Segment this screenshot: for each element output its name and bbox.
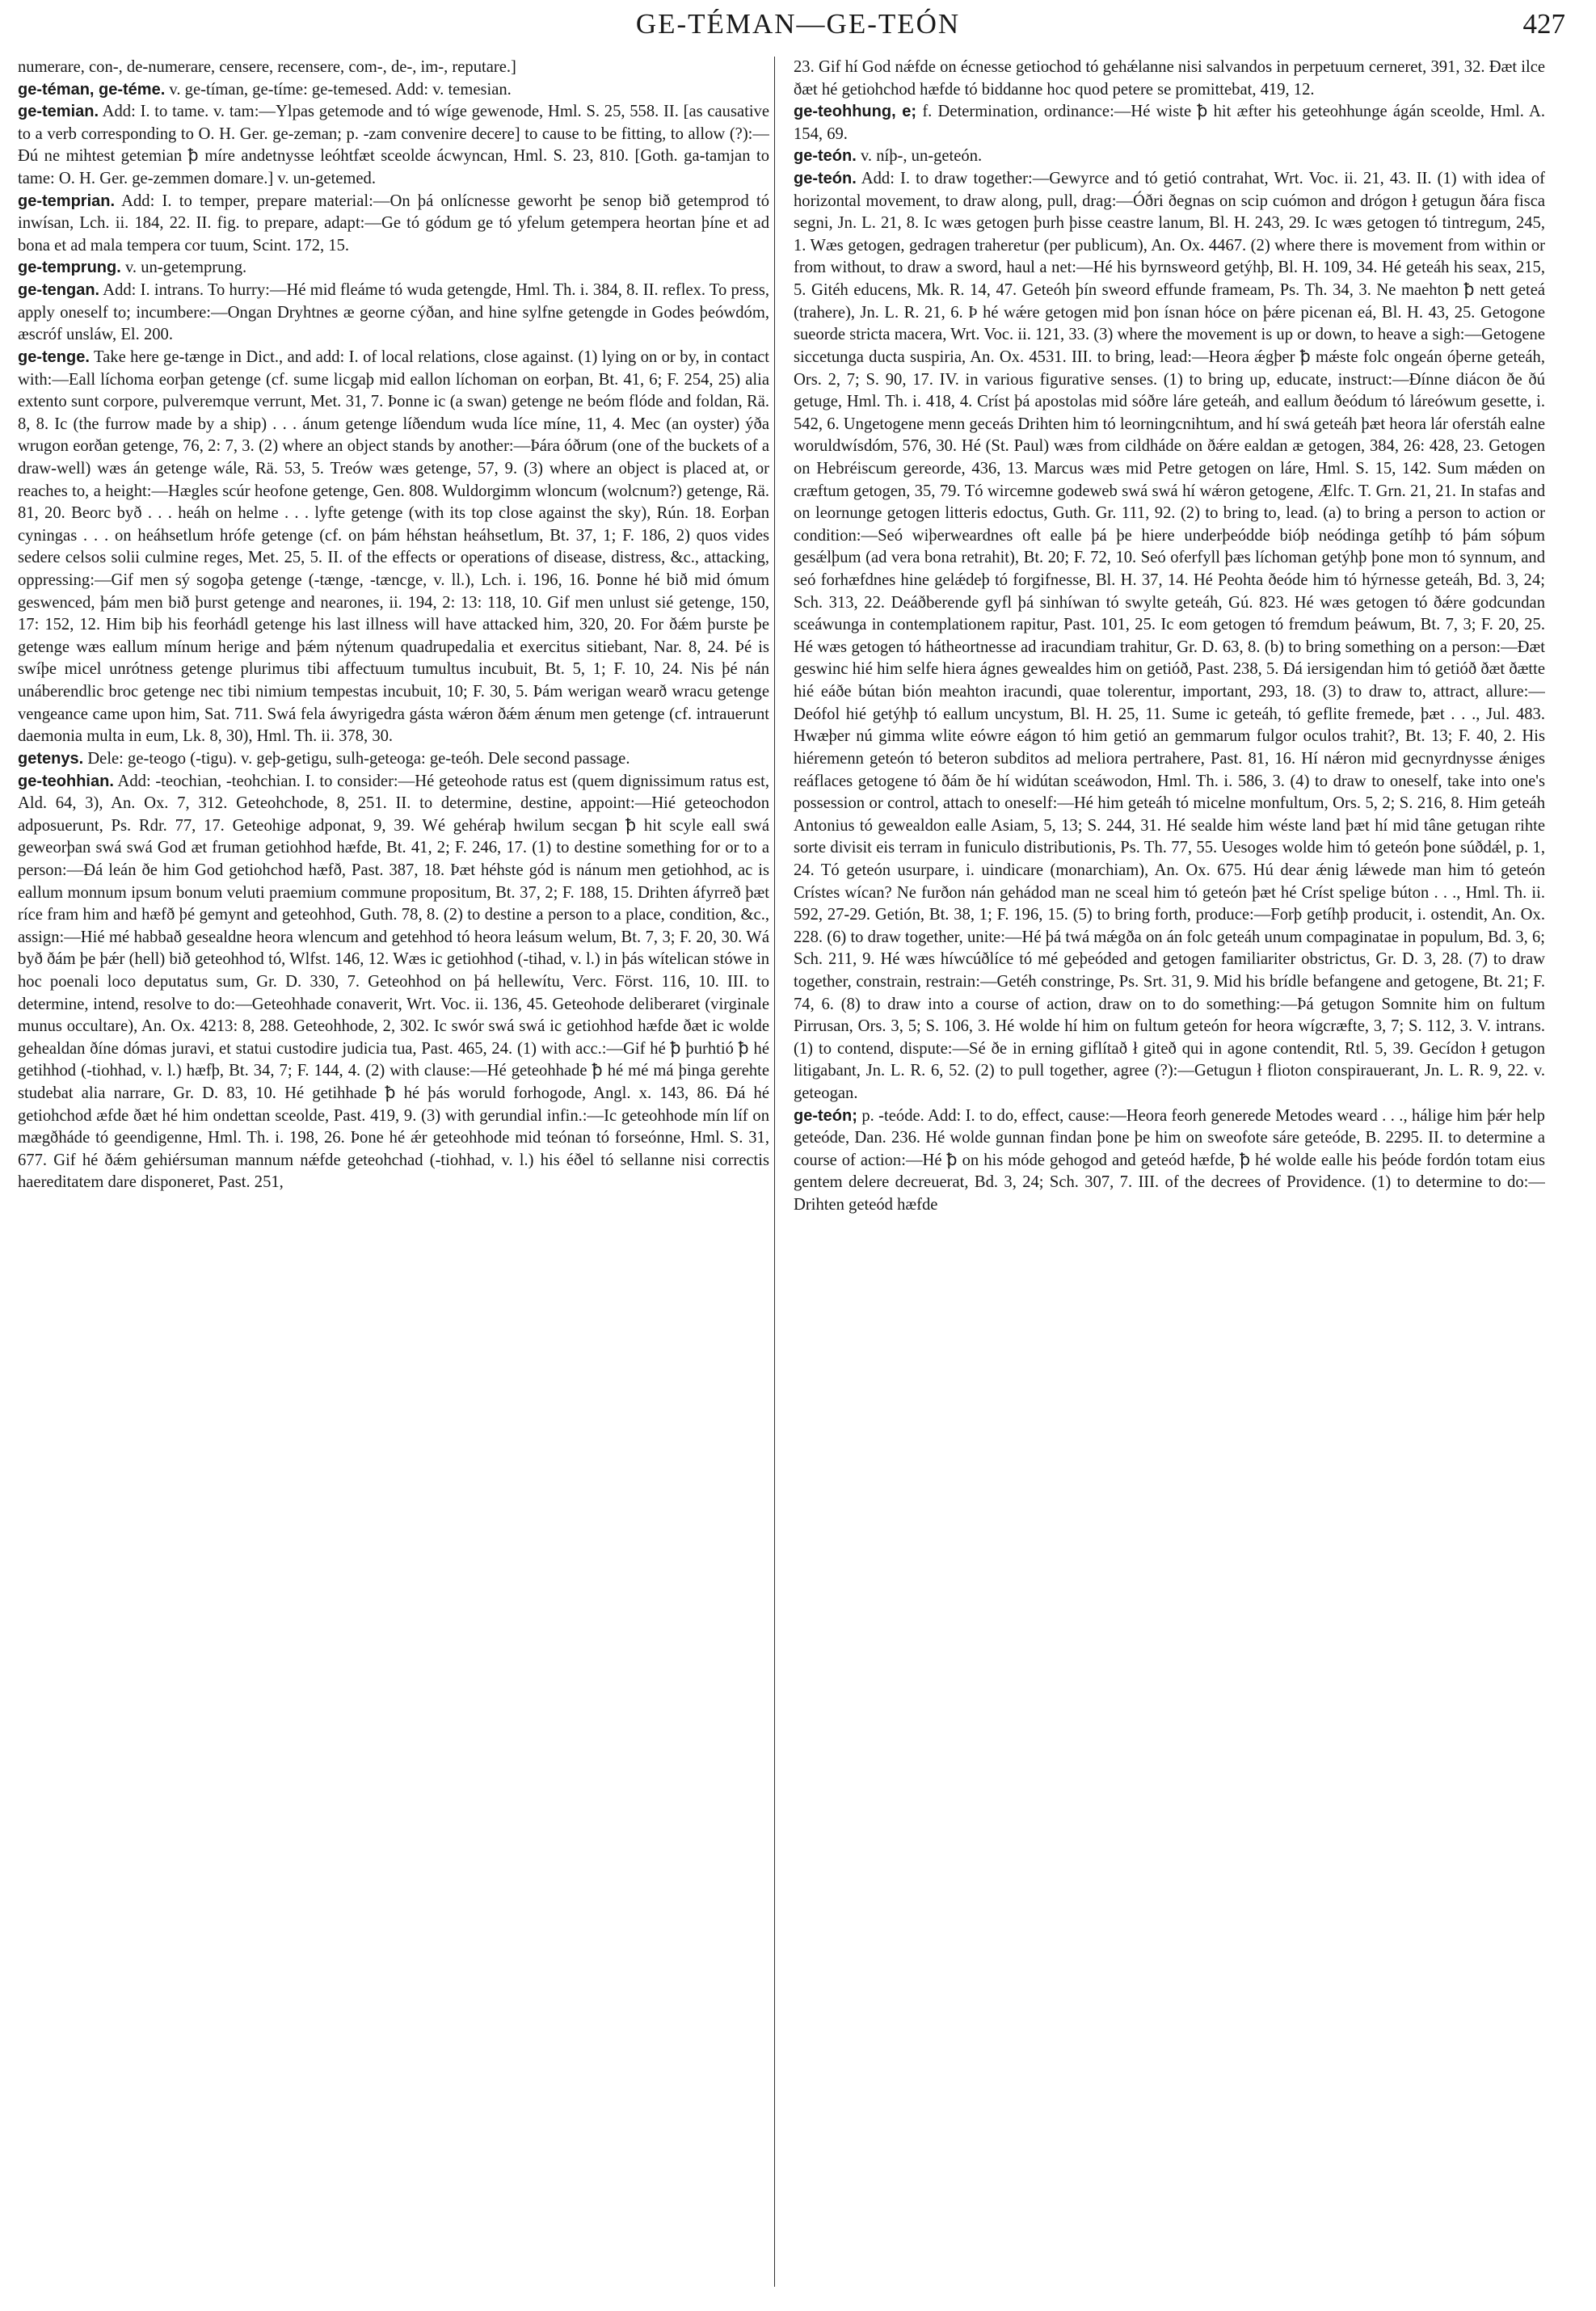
entry-headword: ge-téman, ge-téme. [18, 80, 166, 99]
entry-text: Add: I. to draw together:—Gewyrce and tó getió contrahat, Wrt. Voc. ii. 21, 43. II. (1) with idea of horizontal movement, to draw along, pull, drag:—Óðri ðegnas on scip cuómon and drógon ł getugun ðára fisca segni, Jn. L. 21, 8. Ic wæs getogen þurh þisse ceastre lanum, Bl. H. 243, 29. Ic wæs getogen tó tintregum, 245, 1. Wæs getogen, gedragen traheretur (per publicum), An. Ox. 4467. (2) where there is movement from within or from without, to draw a sword, haul a net:—Hé his byrnsweord getýhþ, Bl. H. 109, 34. Hé geteáh his seax, 215, 5. Gitéh educens, Mk. R. 14, 47. Geteóh þín sweord effunde frameam, Ps. Th. 34, 3. Ne maehton ꝥ nett geteá (trahere), Jn. L. R. 21, 6. Þ hé wǽre getogen mid þon ísnan hóce on þǽre picenan eá, Bl. H. 43, 25. Getogone sueorde stricta macera, Wrt. Voc. ii. 121, 33. (3) where the movement is up or down, to heave a sigh:—Getogene siccetunga ducta suspiria, An. Ox. 4531. III. to bring, lead:—Heora ǽgþer ꝥ mǽste folc ongeán óþerne geteáh, Ors. 2, 7; S. 90, 17. IV. in various figurative senses. (1) to bring up, educate, instruct:—Ðínne diácon ðe ðú getuge, Hml. Th. i. 418, 4. Críst þá apostolas mid sóðre láre geteáh, and eallum ðeódum tó láreówum gesette, i. 542, 6. Ungetogene menn geceás Drihten him tó leorningcnihtum, and hí swá geteáh þæt heora lár oferstáh ealne woruldwísdóm, 576, 30. Hé (St. Paul) wæs from cildháde on ðǽre ealdan æ getogen, 384, 26: 428, 23. Getogen on Hebréiscum gereorde, 436, 13. Marcus wæs mid Petre getogen on láre, Hml. S. 15, 142. Sum mǽden on cræftum getogen, 35, 79. Tó wircemne godeweb swá swá hí wǽron getogene, Ælfc. T. Grn. 21, 21. In stafas and on leornunge getogen litteris edoctus, Guth. Gr. 111, 92. (2) to bring to, lead. (a) to bring a person to action or condition:—Seó wiþerweardnes oft ealle þá þe hiere underþeódde bióþ neódinga getíhþ tó þám sóþum gesǽlþum (ad vera bona retrahit), Bt. 20; F. 72, 10. Seó oferfyll þæs líchoman getýhþ þone mon tó synnum, and seó forhæfdnes hine gelǽdeþ tó forgifnesse, Bl. H. 37, 14. Hé Peohta ðeóde him tó hýrnesse geteáh, Bd. 3, 24; Sch. 313, 22. Deáðberende gyfl þá sinhíwan tó swylte geteáh, Gú. 823. Hé wæs getogen tó ðǽre godcundan sceáwunga in contemplationem rapitur, Past. 101, 25. Ic eom getogen tó fremdum þeáwum, Bt. 7, 3; F. 20, 25. Hé wæs getogen tó hátheortnesse ad iracundiam trahitur, Gr. D. 63, 8. (b) to bring something on a person:—Ðæt geswinc hié him selfe hiera ágnes gewealdes him on getióð, Past. 238, 5. Ðá iersigendan him tó getióð ðæt ðætte hié eáðe bútan bión meahton iracundi, quae tolerentur, important, 293, 18. (3) to draw to, attract, allure:—Deófol hié getýhþ tó eallum uncystum, Bl. H. 25, 11. Sume ic geteáh, tó geflite fremede, þæt . . ., Jul. 483. Hwæþer nú gimma wlite eówre eágon tó him getió an gemmarum fulgor oculos trahit?, Bt. 13; F. 40, 2. His hiéremenn geteón tó beteron subditos ad meliora pertrahere, Past. 81, 16. Hí nǽron mid gecnyrdnysse ǽniges reáflaces getogene tó ðám ðe hí widútan sceáwodon, Hml. Th. i. 586, 3. (4) to draw to oneself, take into one's possession or control, attach to oneself:—Hé him geteáh tó micelne monfultum, Ors. 5, 2; S. 216, 8. Him geteáh Antonius tó gewealdon ealle Asiam, 5, 13; S. 244, 31. Hé sealde him wéste land þæt hí mid tâne getugan rihte sorte divisit eis terram in funiculo distributionis, Ps. Th. 77, 55. Uesoges wolde him tó geteón þone súðdǽl, p. 1, 24. Tó geteón usurpare, i. uindicare (monarchiam), An. Ox. 675. Hú dear ǽnig lǽwede man him tó geteón Crístes wícan? Ne furðon nán gehádod man ne sceal him tó geteón þæt hé Críst spelige búton . . ., Hml. Th. ii. 592, 27-29. Getión, Bt. 38, 1; F. 196, 15. (5) to bring forth, produce:—Forþ getíhþ producit, i. ostendit, An. Ox. 228. (6) to draw together, unite:—Hé þá twá mǽgða on án folc geteáh unum compaginatae in populum, Bd. 3, 6; Sch. 211, 9. Hé wæs híwcúðlíce tó mé geþeóded and getogen familiariter obstrictus, Gr. D. 3, 28. (7) to draw together, constrain, restrain:—Getéh constringe, Ps. Srt. 31, 9. Mid his brídle befangene and getogene, Bt. 21; F. 74, 6. (8) to draw into a course of action, draw on to do something:—Þá getugon Somnite him on fultum Pirrusan, Ors. 3, 5; S. 106, 3. Hé wolde hí him on fultum geteón for heora wígcræfte, 3, 7; S. 112, 3. V. intrans. (1) to contend, dispute:—Sé ðe in erning giflítað ł giteð qui in agone contendit, Rtl. 5, 39. Gecídon ł getugon litigabant, Jn. L. R. 6, 52. (2) to pull together, agree (?):—Getugun ł flioton conspirauerant, Jn. L. R. 9, 22. v. geteogan. [794, 170, 1545, 1103]
entry-text: Dele: ge-teogo (-tigu). v. geþ-getigu, sulh-geteoga: ge-teóh. Dele second passage. [87, 749, 630, 768]
dictionary-entry [794, 57, 1545, 101]
page-title: GE-TÉMAN—GE-TEÓN [635, 8, 961, 40]
entry-headword: ge-teohhian. [18, 772, 114, 790]
dictionary-entry [18, 101, 769, 190]
entry-headword: ge-teón. [794, 147, 857, 166]
column-divider [774, 57, 775, 2287]
running-head [0, 5, 1596, 47]
entry-text: 23. Gif hí God nǽfde on écnesse getiochod tó gehǽlanne nisi salvandos in perpetuum cerneret, 391, 32. Ðæt ilce ðæt hé getiohchod hæfde tó biddanne hoc quod petere se promittebat, 419, 12. [794, 58, 1545, 99]
entry-headword: ge-tenge. [18, 347, 90, 366]
entry-text: v. níþ-, un-geteón. [860, 147, 983, 166]
entry-text: Take here ge-tænge in Dict., and add: I. of local relations, close against. (1) lying on or by, in contact with:—Eall líchoma eorþan getenge (cf. sume licgaþ mid eallon líchoman on eorþan, Bt. 41, 6; F. 254, 25) alia extento sunt corpore, pulveremque verrunt, Met. 31, 7. Þonne ic (a swan) getenge ne beóm flóde and foldan, Rä. 8, 8. Ic (the furrow made by a ship) . . . ánum getenge líðendum wuda líce míne, 11, 4. Mec (an oyster) ýða wrugon eorðan getenge, 76, 2: 7, 3. (2) where an object stands by another:—Þára óðrum (one of the buckets of a draw-well) wæs án getenge wále, Rä. 53, 5. Treów wæs getenge, 57, 9. (3) where an object is placed at, or reaches to, a height:—Hægles scúr heofone getenge, Gen. 808. Wuldorgimm wloncum (wolcnum?) getenge, Rä. 81, 20. Beorc byð . . . heáh on helme . . . lyfte getenge (with its top close against the sky), Rún. 18. Eorþan cyningas . . . on heáhsetlum hrófe getenge (cf. on þám héhstan heáhsetlum, Bt. 37, 1; F. 186, 2) quos vides sedere celsos solii culmine reges, Met. 25, 5. II. of the effects or operations of disease, distress, &c., attacking, oppressing:—Gif men sý sogoþa getenge (-tænge, -tæncge, v. ll.), Lch. i. 196, 16. Þonne hé bið mid ómum geswenced, þám men bið þurst getenge and nearones, ii. 194, 2: 13: 118, 10. Gif men unlust sié getenge, 150, 17: 152, 12. Him biþ his feorhádl getenge his last illness will have attacked him, 320, 20. For ðǽm þurste þe getenge wæs eallum mínum herige and þǽm nýtenum quadrupedalia et exercitus sitiebant, Nar. 8, 24. Þé is swíþe micel unrótness getenge plurimus tibi affectuum tumultus incubuit, Bt. 5, 1; F. 10, 24. Nis þé nán unáberendlic broc getenge nec tibi nimium tempestas incubuit, 10; F. 30, 5. Þám werigan wearð wracu getenge vengeance came upon him, Sat. 711. Swá fela áwyrigedra gásta wǽron ðǽm ǽnum men getenge (cf. intrauerunt daemonia multa in eum, Lk. 8, 30), Hml. Th. ii. 378, 30. [18, 347, 769, 746]
right-column [794, 57, 1545, 2287]
entry-headword: getenys. [18, 749, 84, 768]
entry-text: f. Determination, ordinance:—Hé wiste ꝥ hit æfter his geteohhunge ágán sceolde, Hml. A. 154, 69. [794, 103, 1545, 143]
entry-text: Add: I. to temper, prepare material:—On þá onlícnesse geworht þe senop bið getemprod tó inwísan, Lch. ii. 184, 22. II. fig. to prepare, adapt:—Ge tó gódum ge tó yfelum getempera heortan þíne et ad bona et ad mala tempera cor tuum, Scint. 172, 15. [18, 192, 769, 255]
entry-headword: ge-temprian. [18, 192, 116, 210]
dictionary-entry [18, 771, 769, 1195]
page-number: 427 [1522, 8, 1565, 40]
entry-text: v. un-getemprung. [124, 259, 247, 277]
entry-headword: ge-temian. [18, 103, 99, 121]
entry-headword: ge-teón. [794, 170, 857, 188]
dictionary-entry [18, 280, 769, 347]
dictionary-entry [18, 191, 769, 258]
entry-text: v. ge-tíman, ge-tíme: ge-temesed. Add: v. temesian. [169, 80, 512, 99]
entry-text: Add: I. intrans. To hurry:—Hé mid fleáme tó wuda getengde, Hml. Th. i. 384, 8. II. reflex. To press, apply oneself to; incumbere:—Ongan Dryhtnes æ georne cýðan, and hine sylfne getengde in Godes þeówdóm, æscróf unsláw, El. 200. [18, 281, 769, 344]
entry-headword: ge-temprung. [18, 259, 121, 277]
entry-headword: ge-teohhung, e; [794, 103, 917, 121]
entry-text: Add: -teochian, -teohchian. I. to consider:—Hé geteohode ratus est (quem dignissimum ratus est, Ald. 64, 3), An. Ox. 7, 312. Geteohchode, 8, 251. II. to determine, destine, appoint:—Hié geteochodon adposuerunt, Ps. Rdr. 77, 17. Geteohige adponat, 9, 39. Wé gehéraþ hwilum secgan ꝥ hit scyle eall swá geweorþan swá swá God æt fruman getiohhod hæfde, Bt. 41, 2; F. 246, 17. (1) to destine something for or to a person:—Ðá leán ðe him God getiohchod hæfð, Past. 387, 18. Þæt héhste gód is nánum men getiohhod, ac is eallum monnum ipsum bonum veluti praemium commune propositum, Bt. 37, 2; F. 188, 15. Drihten áfyrreð þæt ríce fram him and hæfð þé gemynt and geteohhod, Guth. 78, 8. (2) to destine a person to a place, condition, &c., assign:—Hié mé habbað gesealdne heora wlencum and getehhod tó heora leásum welum, Bt. 7, 3; F. 20, 30. Wá byð ðám þe þǽr (hell) bið geteohhod tó, Wlfst. 146, 12. Wæs ic getiohhod (-tihad, v. l.) in þás wítelican stówe in hoc poenali loco deputatus sum, Gr. D. 330, 7. Geteohhod on þá hellewítu, Verc. Först. 116, 10. III. to determine, intend, resolve to do:—Geteohhade conaverit, Wrt. Voc. ii. 136, 45. Geteohode deliberaret (virginale munus occultare), An. Ox. 4213: 8, 288. Geteohhode, 2, 302. Ic swór swá swá ic getiohhod hæfde ðæt ic wolde gehealdan ðíne dómas juravi, et statui custodire judicia tua, Past. 465, 24. (1) with acc.:—Gif hé ꝥ þurhtió ꝥ hé getihhod (-tiohhad, v. l.) hæfþ, Bt. 34, 7; F. 144, 4. (2) with clause:—Hé geteohhade ꝥ hé mé má þinga gerehte studebat alia narrare, Gr. D. 83, 10. Hé getihhade ꝥ hé þás woruld forhogode, Angl. x. 143, 86. Ðá hé getiohchod æfde ðæt hé him ondettan sceolde, Past. 419, 9. (3) with gerundial infin.:—Ic geteohhode mín líf on mægðháde tó geendigenne, Hml. Th. i. 198, 26. Þone hé ǽr geteohhode mid teónan tó forseónne, Hml. S. 31, 677. Gif hé ðǽm gehiérsuman mannum nǽfde geteohchad (-tiohhad, v. l.) his éðel tó sellanne nisi correctis haereditatem dare disponeret, Past. 251, [18, 772, 769, 1192]
dictionary-entry [18, 748, 769, 771]
dictionary-entry [18, 79, 769, 102]
left-column [18, 57, 769, 2287]
dictionary-entry [18, 57, 769, 79]
entry-text: Add: I. to tame. v. tam:—Ylpas getemode and tó wíge gewenode, Hml. S. 25, 558. II. [as causative to a verb corresponding to O. H. Ger. ge-zeman; p. -zam convenire decere] to cause to be fitting, to allow (?):—Ðú ne mihtest getemian ꝥ míre andetnysse leóhtfæt sceolde ácwyncan, Hml. S. 23, 810. [Goth. ga-tamjan to tame: O. H. Ger. ge-zemmen domare.] v. un-getemed. [18, 103, 769, 188]
entry-headword: ge-teón; [794, 1106, 857, 1125]
entry-text: p. -teóde. Add: I. to do, effect, cause:—Heora feorh generede Metodes weard . . ., hálige him þǽr help geteóde, Dan. 236. Hé wolde gunnan findan þone þe him on sweofote sáre geteóde, B. 2295. II. to determine a course of action:—Hé ꝥ on his móde gehogod and geteód hæfde, ꝥ hé wolde ealle his þeóde fordón totam eius gentem delere decreuerat, Bd. 3, 24; Sch. 307, 7. III. of the decrees of Providence. (1) to determine to do:—Drihten geteód hæfde [794, 1106, 1545, 1214]
dictionary-entry [18, 347, 769, 748]
dictionary-entry [794, 101, 1545, 145]
entry-headword: ge-tengan. [18, 281, 100, 300]
dictionary-entry [794, 1105, 1545, 1217]
dictionary-entry [18, 257, 769, 280]
dictionary-entry [794, 145, 1545, 168]
entry-text: numerare, con-, de-numerare, censere, recensere, com-, de-, im-, reputare.] [18, 58, 516, 76]
dictionary-entry [794, 168, 1545, 1105]
